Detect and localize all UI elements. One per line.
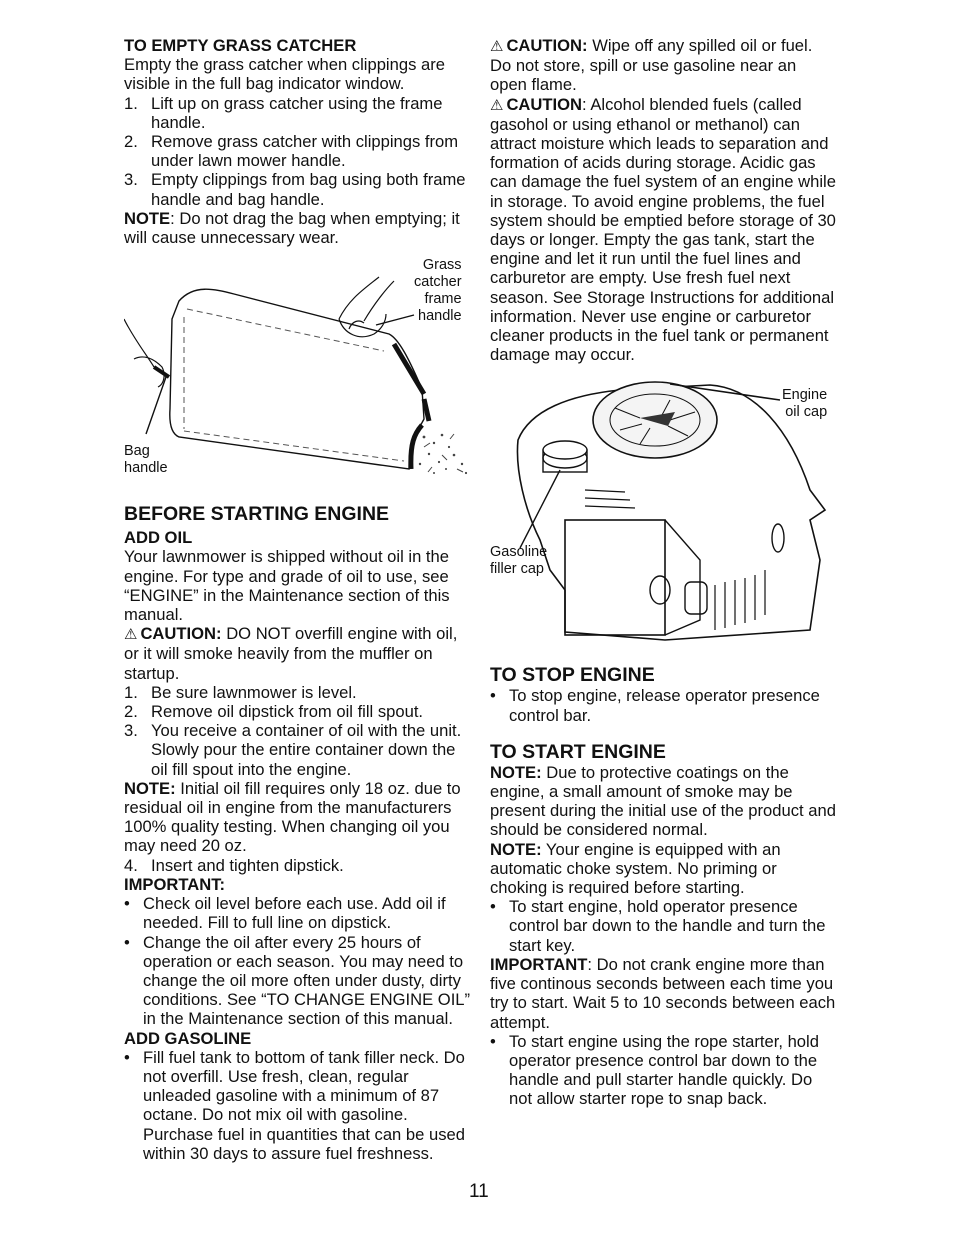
- before-starting-heading: BEFORE STARTING ENGINE: [124, 503, 390, 526]
- start-engine-note-choke: NOTE: Your engine is equipped with an automatic choke system. No priming or choking is required before starting.: [490, 839, 781, 898]
- start-engine-note-smoke: NOTE: Due to protective coatings on the engine, a small amount of smoke may be present during the initial use of the product and should be considered normal.: [490, 762, 836, 840]
- grass-catcher-frame-handle-label: Grass catcher frame handle: [414, 257, 462, 325]
- warning-icon: ⚠: [490, 96, 504, 114]
- right-column: [490, 36, 836, 1109]
- empty-catcher-intro: Empty the grass catcher when clippings are visible in the full bag indicator window.: [124, 55, 445, 94]
- empty-catcher-heading: TO EMPTY GRASS CATCHER: [124, 36, 357, 55]
- list-item: • To start engine, hold operator presence control bar down to the handle and turn the start key.: [490, 897, 826, 955]
- bag-handle-label: Bag handle: [124, 443, 168, 477]
- engine-oil-cap-label: Engine oil cap: [782, 387, 828, 421]
- list-item: 3. You receive a container of oil with the unit. Slowly pour the entire container down the oil fill spout into the engine.: [124, 721, 462, 779]
- list-item: 1. Be sure lawnmower is level.: [124, 682, 357, 702]
- add-oil-intro: Your lawnmower is shipped without oil in the engine. For type and grade of oil to use, see “ENGINE” in the Maintenance section of this manual.: [124, 547, 450, 625]
- list-item: 2. Remove oil dipstick from oil fill spout.: [124, 702, 424, 722]
- add-oil-caution: ⚠ CAUTION: DO NOT overfill engine with oil, or it will smoke heavily from the muffler on startup.: [124, 624, 458, 683]
- page-number: 11: [469, 1181, 489, 1202]
- list-item: 4. Insert and tighten dipstick.: [124, 855, 344, 875]
- list-item: • Check oil level before each use. Add oil if needed. Fill to full line on dipstick.: [124, 894, 446, 933]
- start-engine-important: IMPORTANT: Do not crank engine more than five continous seconds between each time you try to start. Wait 5 to 10 seconds between each attempt.: [490, 954, 836, 1032]
- stop-engine-heading: TO STOP ENGINE: [490, 664, 655, 687]
- add-gasoline-heading: ADD GASOLINE: [124, 1028, 252, 1048]
- add-oil-note: NOTE: Initial oil fill requires only 18 oz. due to residual oil in engine from the manufacturers 100% quality testing. When changing oil you may need 20 oz.: [124, 778, 461, 856]
- list-item: • To stop engine, release operator presence control bar.: [490, 686, 820, 725]
- important-label: IMPORTANT:: [124, 874, 226, 894]
- list-item: • To start engine using the rope starter, hold operator presence control bar down to the handle and pull starter handle quickly. Do not allow starter rope to snap back.: [490, 1031, 819, 1109]
- start-engine-heading: TO START ENGINE: [490, 740, 666, 763]
- list-item: 1. Lift up on grass catcher using the frame handle.: [124, 93, 443, 132]
- list-item: • Change the oil after every 25 hours of operation or each season. You may need to change the oil more often under dusty, dirty conditions. See “TO CHANGE ENGINE OIL” in the Maintenance section of this manual.: [124, 932, 471, 1029]
- warning-icon: ⚠: [124, 626, 138, 644]
- add-oil-steps: [124, 683, 474, 779]
- list-item: 2. Remove grass catcher with clippings from under lawn mower handle.: [124, 132, 459, 171]
- engine-figure: [490, 370, 836, 660]
- warning-icon: ⚠: [490, 38, 504, 55]
- left-column: [124, 36, 474, 1163]
- empty-catcher-steps: [124, 94, 474, 209]
- important-list: [124, 894, 474, 1028]
- list-item: • Fill fuel tank to bottom of tank filler neck. Do not overfill. Use fresh, clean, regular unleaded gasoline with a minimum of 87 octane. Do not mix oil with gasoline. Purchase fuel in quantities that can be used within 30 days to assure fuel freshness.: [124, 1047, 465, 1163]
- grass-catcher-figure: [124, 259, 474, 491]
- add-gasoline-list: [124, 1048, 474, 1163]
- stop-engine-list: [490, 686, 836, 724]
- gasoline-filler-cap-label: Gasoline filler cap: [490, 544, 548, 578]
- caution-alcohol-fuels: ⚠ CAUTION: Alcohol blended fuels (called gasohol or using ethanol or methanol) can attract moisture which leads to separation and formation of acids during storage. Acidic gas can damage the fuel system of an engine while in storage. To avoid engine problems, the fuel system should be emptied before storage of 30 days or longer. Empty the gas tank, start the engine and let it run until the fuel lines and carburetor are empty. Use fresh fuel next season. See Storage Instructions for additional information. Never use engine or carburetor cleaner products in the fuel tank or permanent damage may occur.: [490, 94, 836, 365]
- caution-spill: ⚠ CAUTION: Wipe off any spilled oil or fuel. Do not store, spill or use gasoline near an open flame.: [490, 36, 813, 95]
- start-engine-list-key: [490, 897, 836, 955]
- add-oil-heading: ADD OIL: [124, 528, 193, 548]
- list-item: 3. Empty clippings from bag using both frame handle and bag handle.: [124, 170, 466, 209]
- start-engine-list-rope: [490, 1032, 836, 1109]
- empty-catcher-note: NOTE: Do not drag the bag when emptying; it will cause unnecessary wear.: [124, 208, 460, 248]
